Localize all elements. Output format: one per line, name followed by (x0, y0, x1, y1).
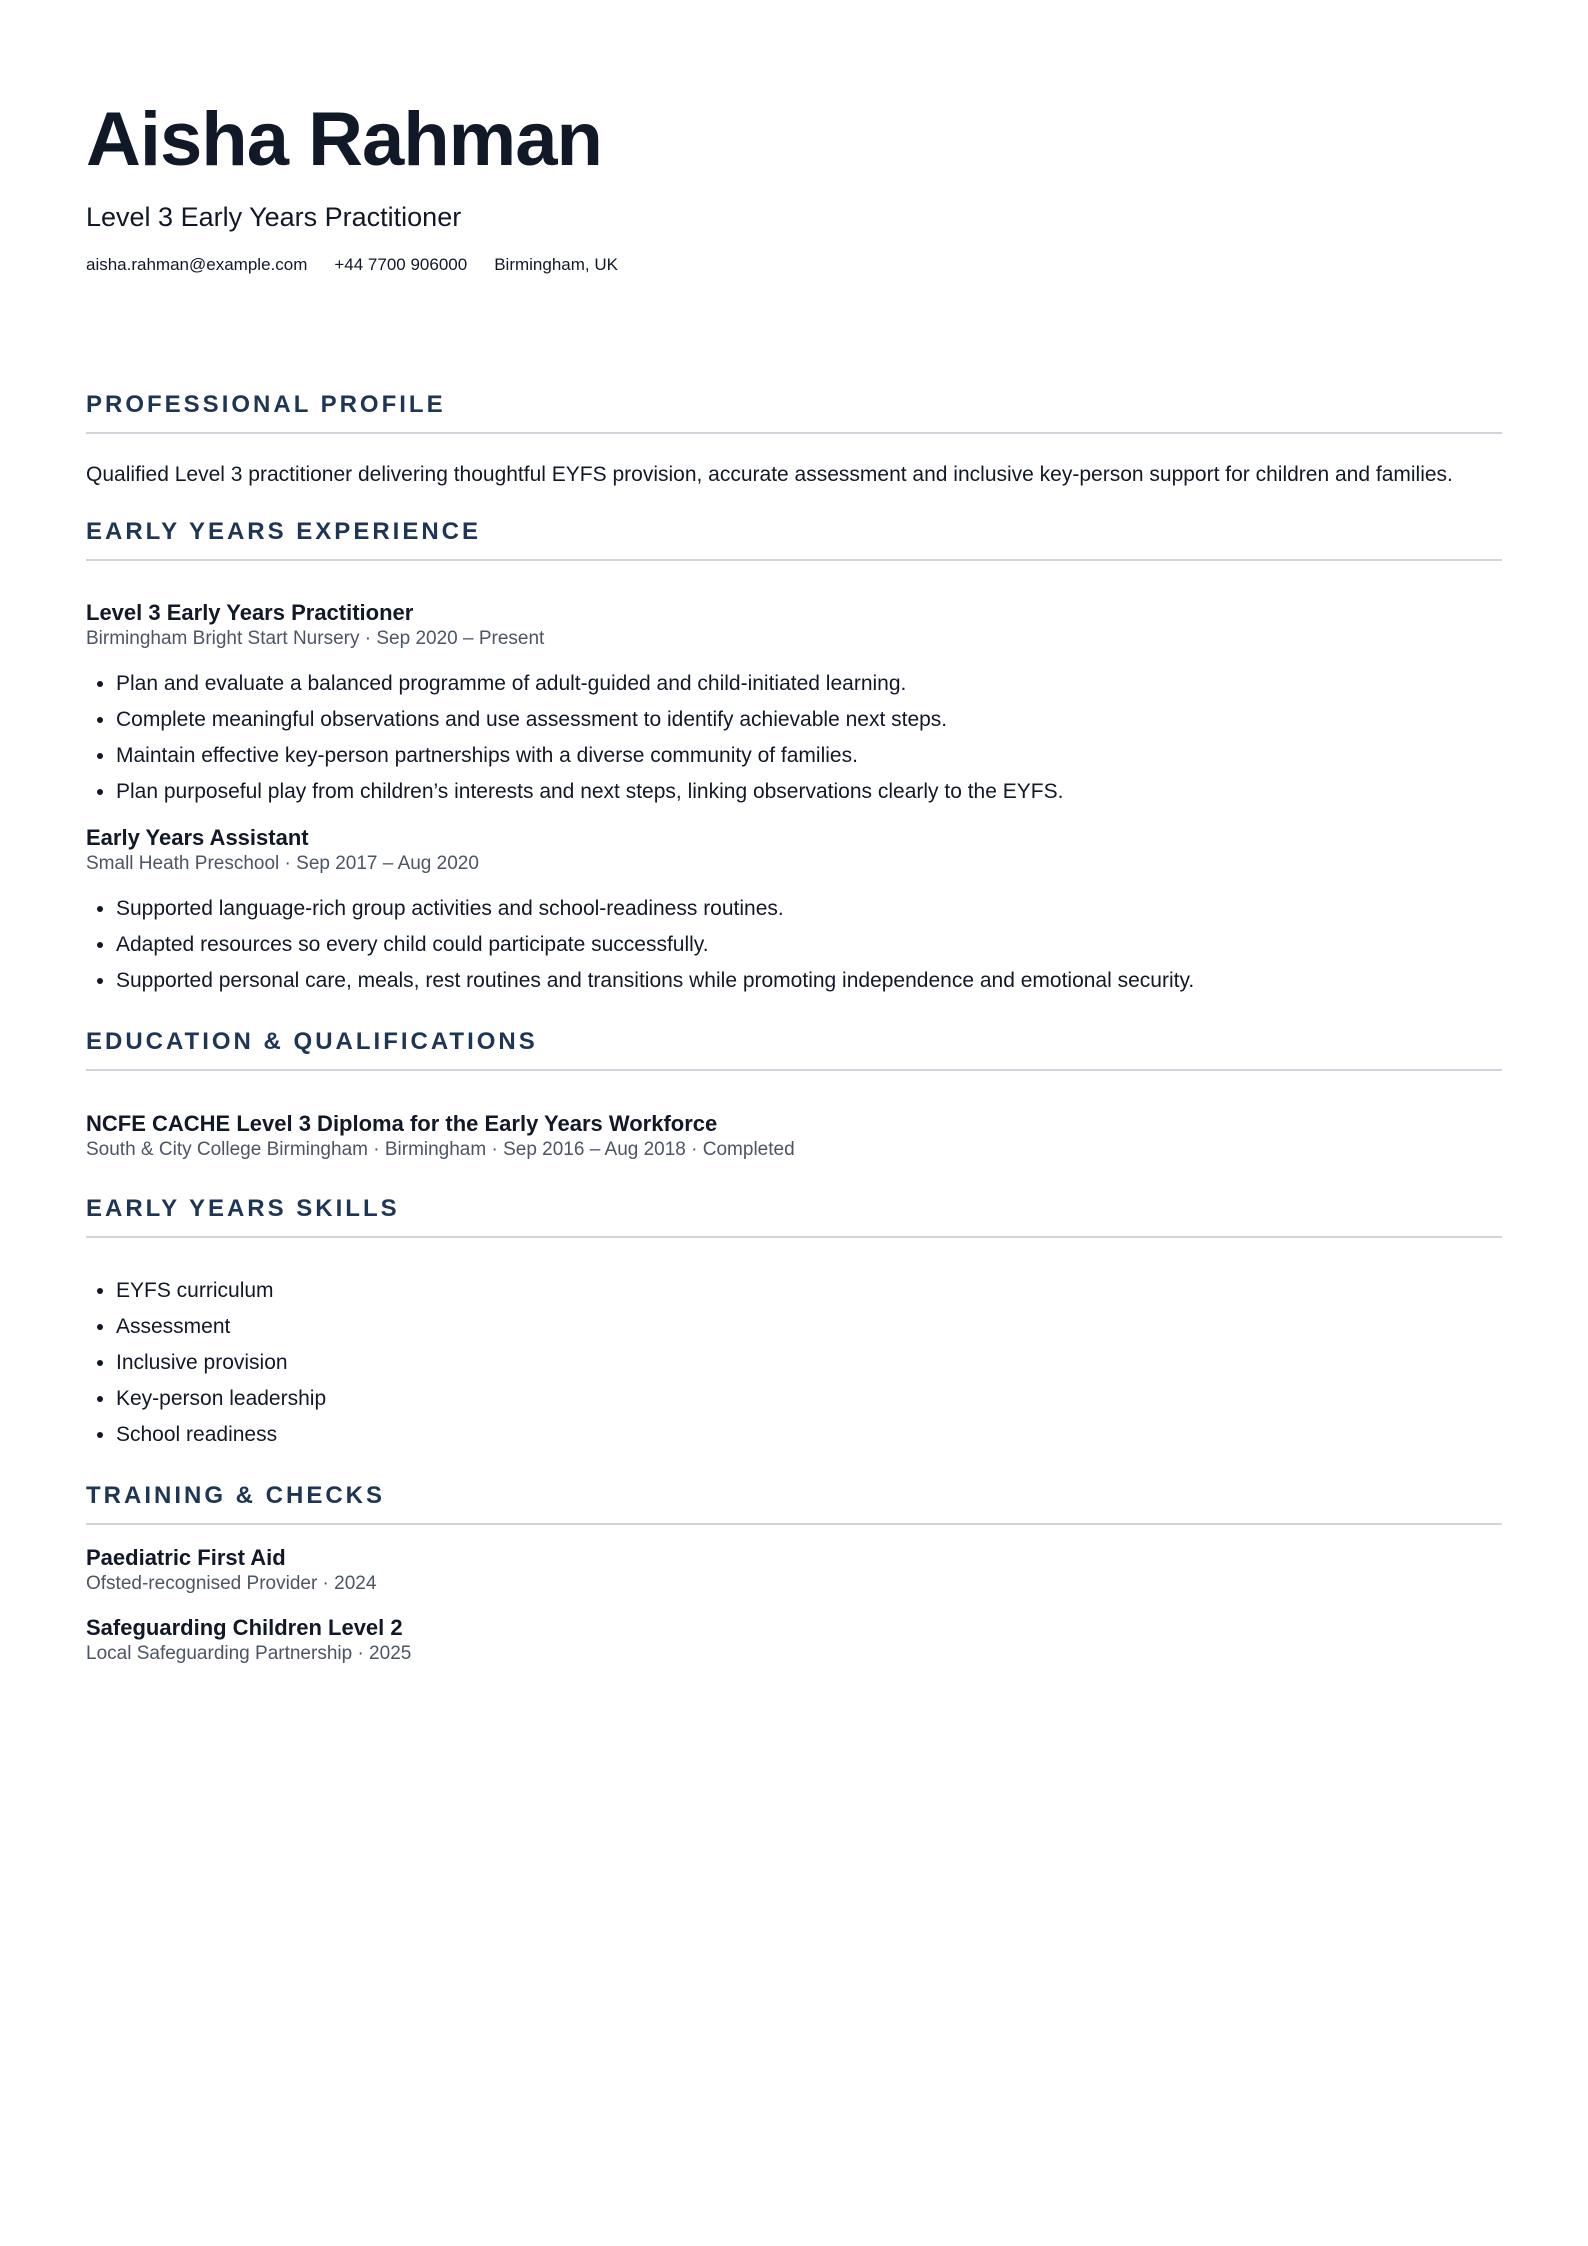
training-item (86, 1544, 1502, 1596)
section-profile (86, 390, 1502, 489)
bullet-item: • Plan purposeful play from children’s interests and next steps, linking observations clearly to the EYFS. (116, 774, 1502, 810)
contact-email: aisha.rahman@example.com (86, 255, 308, 274)
bullet-item: • Supported personal care, meals, rest routines and transitions while promoting independence and emotional security. (116, 963, 1502, 999)
bullet-item: • Complete meaningful observations and use assessment to identify achievable next steps. (116, 702, 1502, 738)
candidate-headline: Level 3 Early Years Practitioner (86, 202, 462, 232)
bullet-item: • Maintain effective key-person partnerships with a diverse community of families. (116, 738, 1502, 774)
bullet-item: • Plan and evaluate a balanced programme of adult-guided and child-initiated learning. (116, 666, 1502, 702)
role-meta: Birmingham Bright Start Nursery · Sep 2020 – Present (86, 628, 545, 649)
contact-phone: +44 7700 906000 (334, 255, 468, 274)
section-title-training: TRAINING & CHECKS (86, 1481, 1502, 1525)
section-training (86, 1481, 1502, 1666)
training-title: Paediatric First Aid (86, 1545, 286, 1570)
bullet-item: • Adapted resources so every child could participate successfully. (116, 927, 1502, 963)
section-skills (86, 1194, 1502, 1453)
role-bullets (86, 891, 1502, 999)
skill-item: • Inclusive provision (116, 1345, 1502, 1381)
skill-item: • EYFS curriculum (116, 1273, 1502, 1309)
education-item (86, 1110, 1502, 1162)
training-meta: Ofsted-recognised Provider · 2024 (86, 1573, 377, 1594)
section-title-skills: EARLY YEARS SKILLS (86, 1194, 1502, 1238)
role-meta: Small Heath Preschool · Sep 2017 – Aug 2020 (86, 853, 479, 874)
section-education (86, 1027, 1502, 1162)
resume-header (86, 96, 1502, 276)
role-bullets (86, 666, 1502, 810)
qualification-title: NCFE CACHE Level 3 Diploma for the Early Years Workforce (86, 1111, 718, 1136)
section-experience (86, 517, 1502, 999)
profile-summary: Qualified Level 3 practitioner delivering thoughtful EYFS provision, accurate assessment and inclusive key-person support for children and families. (86, 463, 1453, 486)
contact-line (86, 254, 1502, 276)
candidate-name: Aisha Rahman (86, 97, 602, 182)
skill-item: • School readiness (116, 1417, 1502, 1453)
skills-list (86, 1273, 1502, 1453)
section-title-profile: PROFESSIONAL PROFILE (86, 390, 1502, 434)
role-title: Early Years Assistant (86, 825, 309, 850)
role-title: Level 3 Early Years Practitioner (86, 600, 414, 625)
skill-item: • Assessment (116, 1309, 1502, 1345)
experience-role (86, 599, 1502, 810)
bullet-item: • Supported language-rich group activities and school-readiness routines. (116, 891, 1502, 927)
skill-item: • Key-person leadership (116, 1381, 1502, 1417)
contact-location: Birmingham, UK (494, 255, 618, 274)
experience-role (86, 824, 1502, 999)
training-item (86, 1614, 1502, 1666)
training-title: Safeguarding Children Level 2 (86, 1615, 403, 1640)
training-meta: Local Safeguarding Partnership · 2025 (86, 1643, 412, 1664)
section-title-experience: EARLY YEARS EXPERIENCE (86, 517, 1502, 561)
section-title-education: EDUCATION & QUALIFICATIONS (86, 1027, 1502, 1071)
qualification-meta: South & City College Birmingham · Birmingham · Sep 2016 – Aug 2018 · Completed (86, 1139, 795, 1160)
